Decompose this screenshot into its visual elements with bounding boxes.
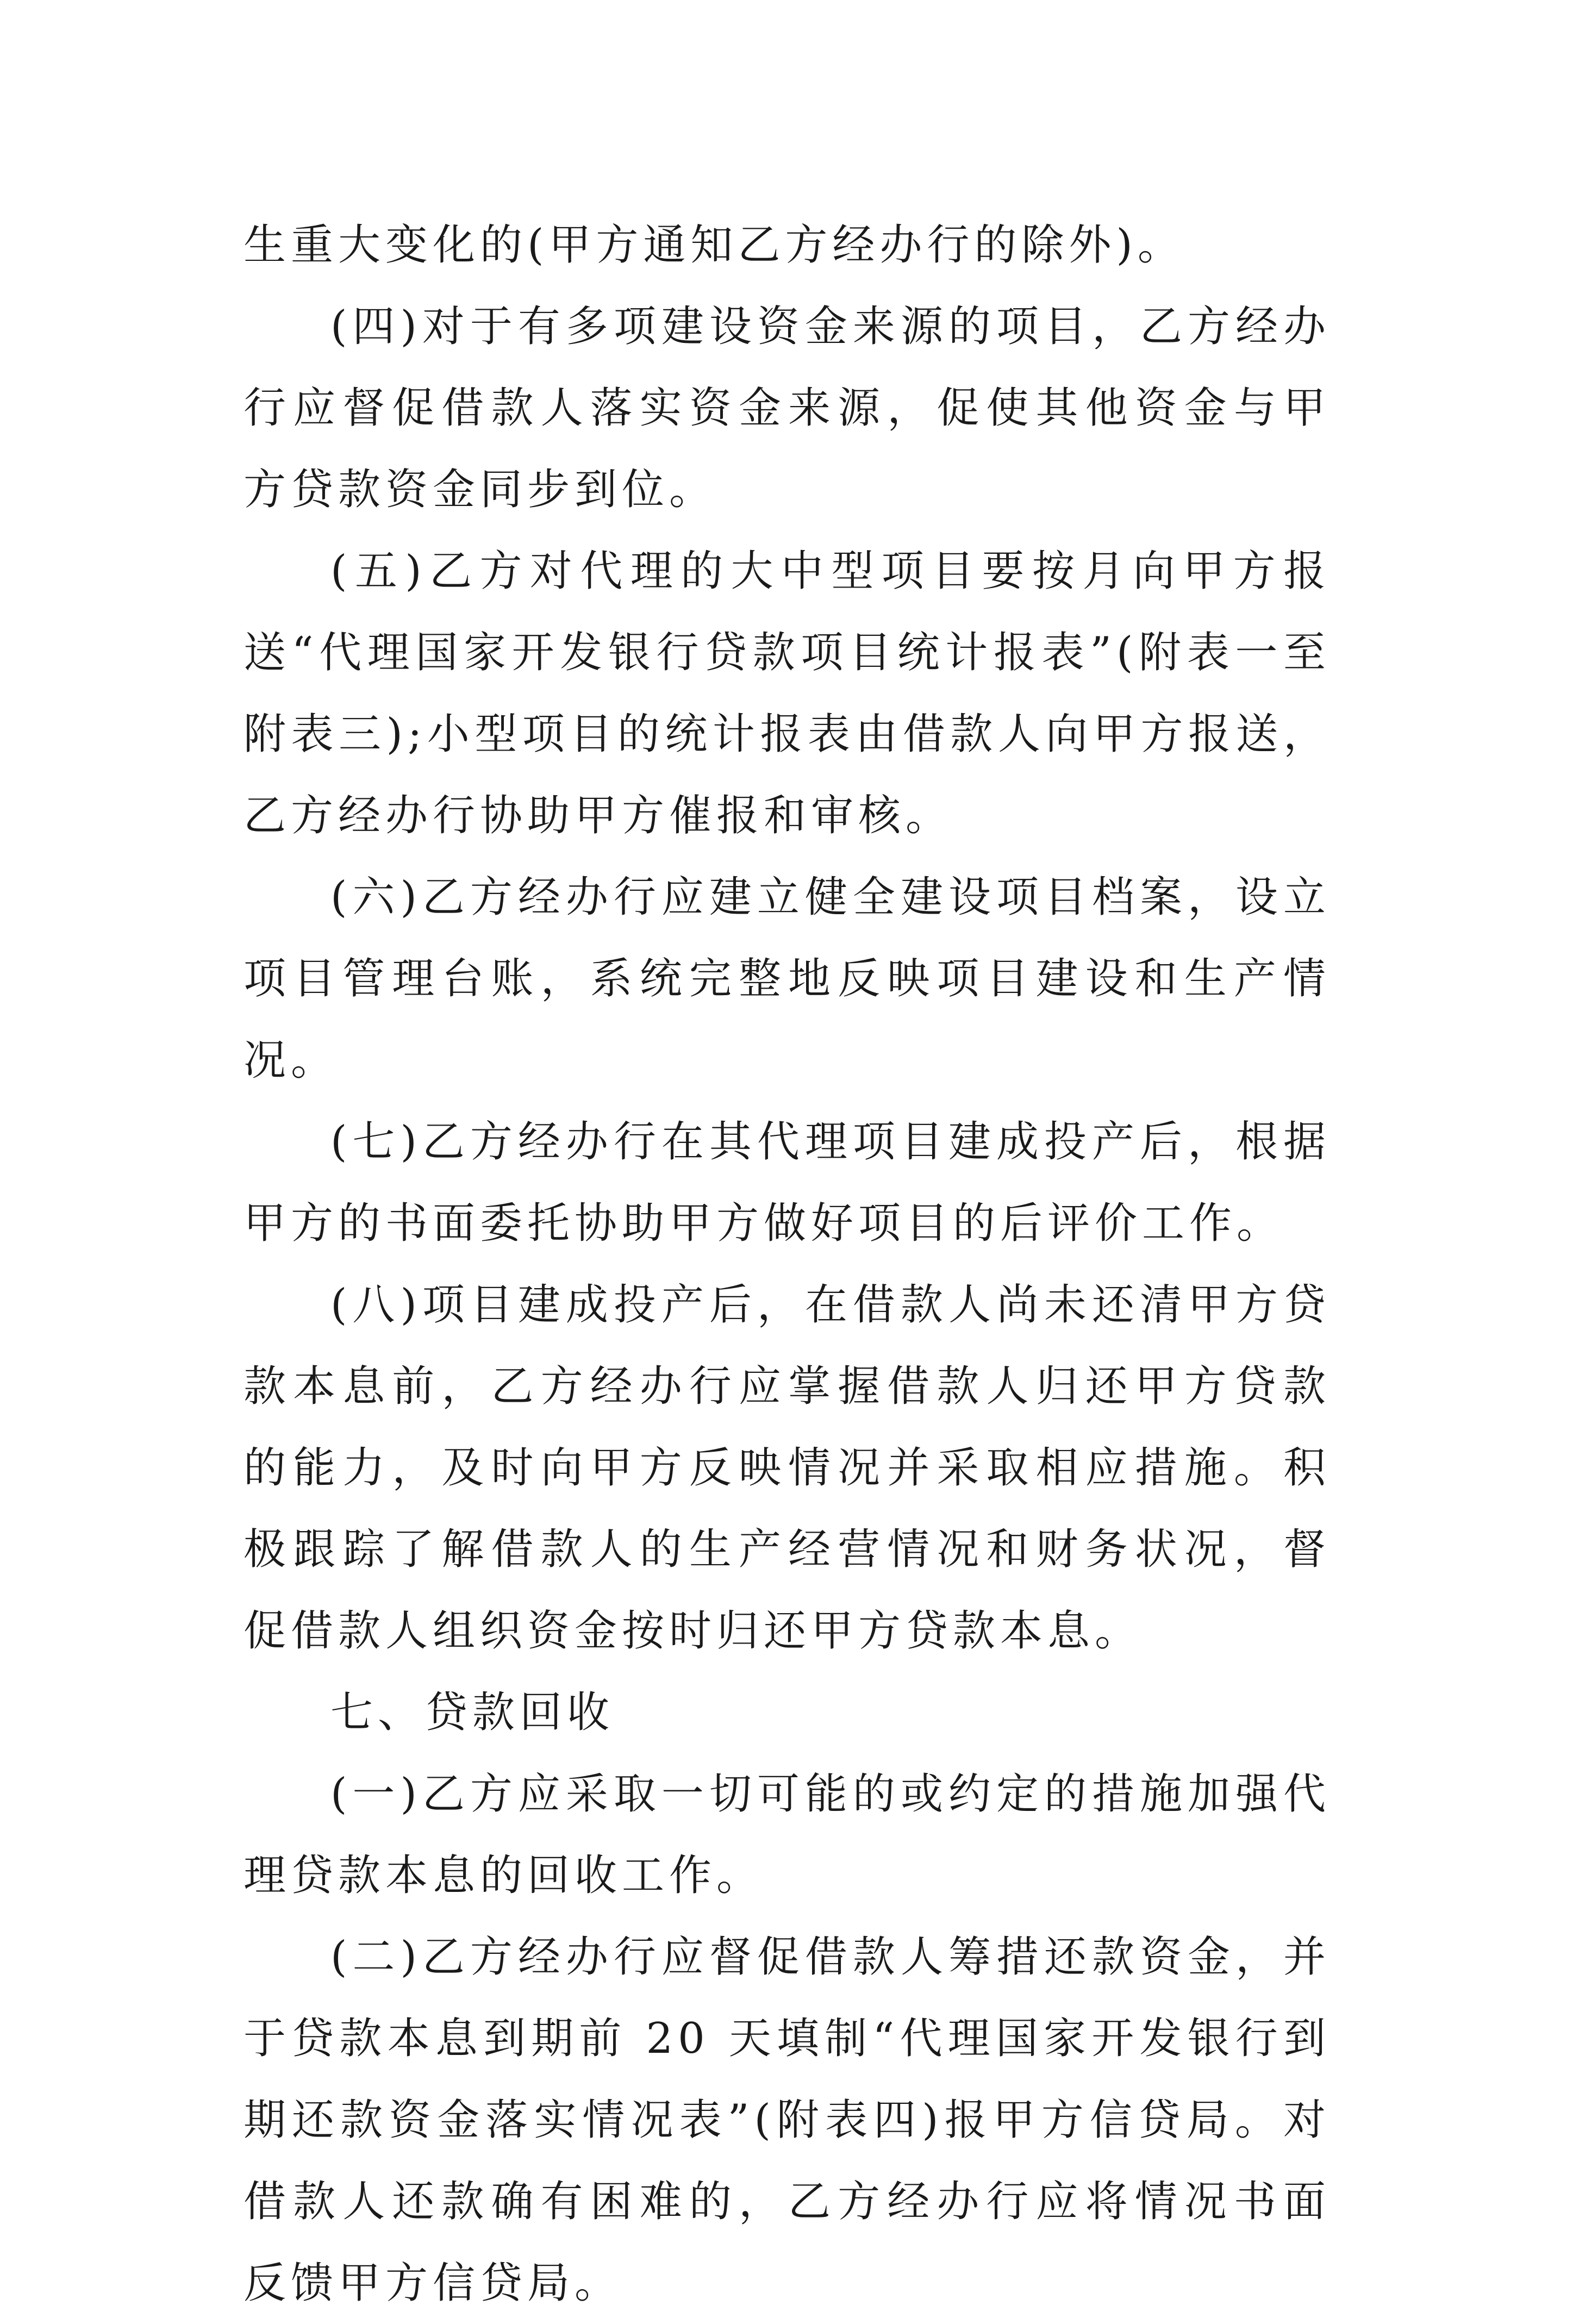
document-body bbox=[244, 204, 1331, 2324]
paragraph-item-6: (六)乙方经办行应建立健全建设项目档案，设立项目管理台账，系统完整地反映项目建设和生产情况。 bbox=[244, 873, 1331, 1085]
paragraph-recovery-item-1: (一)乙方应采取一切可能的或约定的措施加强代理贷款本息的回收工作。 bbox=[244, 1770, 1331, 1900]
section-heading-loan-recovery: 七、贷款回收 bbox=[330, 1688, 615, 1737]
paragraph-item-7: (七)乙方经办行在其代理项目建成投产后，根据甲方的书面委托协助甲方做好项目的后评价工作。 bbox=[244, 1117, 1331, 1248]
paragraph-recovery-item-2: (二)乙方经办行应督促借款人筹措还款资金，并于贷款本息到期前 20 天填制“代理国家开发银行到期还款资金落实情况表”(附表四)报甲方信贷局。对借款人还款确有困难的，乙方经办行应将情况书面反馈甲方信贷局。 bbox=[244, 1933, 1331, 2308]
paragraph-continuation: 生重大变化的(甲方通知乙方经办行的除外)。 bbox=[244, 221, 1185, 270]
paragraph-item-5: (五)乙方对代理的大中型项目要按月向甲方报送“代理国家开发银行贷款项目统计报表”(附表一至附表三);小型项目的统计报表由借款人向甲方报送，乙方经办行协助甲方催报和审核。 bbox=[244, 547, 1331, 840]
paragraph-item-4: (四)对于有多项建设资金来源的项目，乙方经办行应督促借款人落实资金来源，促使其他资金与甲方贷款资金同步到位。 bbox=[244, 302, 1331, 514]
paragraph-item-8: (八)项目建成投产后，在借款人尚未还清甲方贷款本息前，乙方经办行应掌握借款人归还甲方贷款的能力，及时向甲方反映情况并采取相应措施。积极跟踪了解借款人的生产经营情况和财务状况，督促借款人组织资金按时归还甲方贷款本息。 bbox=[244, 1280, 1331, 1655]
